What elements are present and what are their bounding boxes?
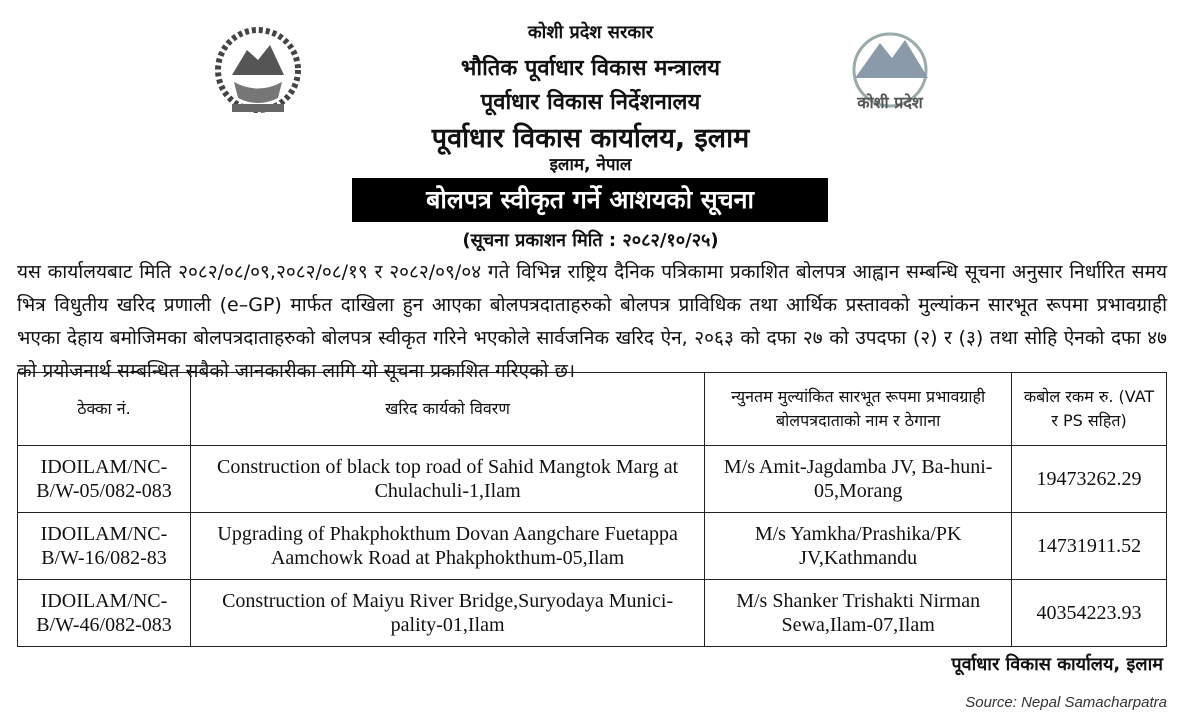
header-amount: कबोल रकम रु. (VAT र PS सहित) bbox=[1012, 373, 1167, 446]
signature-office: पूर्वाधार विकास कार्यालय, इलाम bbox=[951, 654, 1163, 675]
source-credit: Source: Nepal Samacharpatra bbox=[965, 694, 1167, 711]
publication-date: (सूचना प्रकाशन मिति : २०८२/१०/२५) bbox=[462, 230, 719, 251]
government-name: कोशी प्रदेश सरकार bbox=[527, 22, 654, 43]
office-address: इलाम, नेपाल bbox=[549, 155, 632, 175]
contract-no: IDOILAM/NC-B/W-16/082-83 bbox=[18, 513, 191, 580]
table-row bbox=[18, 513, 1167, 580]
table-row bbox=[18, 580, 1167, 647]
description: Construction of black top road of Sahid Mangtok Marg at Chulachuli-1,Ilam bbox=[190, 446, 704, 513]
amount: 40354223.93 bbox=[1012, 580, 1167, 647]
header-bidder: न्युनतम मुल्यांकित सारभूत रूपमा प्रभावग्राही बोलपत्रदाताको नाम र ठेगाना bbox=[705, 373, 1012, 446]
koshi-logo-text: कोशी प्रदेश bbox=[857, 93, 923, 112]
amount: 19473262.29 bbox=[1012, 446, 1167, 513]
table-header-row bbox=[18, 373, 1167, 446]
description: Upgrading of Phakphokthum Dovan Aangchare Fuetappa Aamchowk Road at Phakphokthum-05,Ilam bbox=[190, 513, 704, 580]
ministry-name: भौतिक पूर्वाधार विकास मन्त्रालय bbox=[460, 56, 721, 81]
bidder: M/s Yamkha/Prashika/PK JV,Kathmandu bbox=[705, 513, 1012, 580]
bidder: M/s Shanker Trishakti Nirman Sewa,Ilam-07,Ilam bbox=[705, 580, 1012, 647]
table-row bbox=[18, 446, 1167, 513]
contract-no: IDOILAM/NC-B/W-46/082-083 bbox=[18, 580, 191, 647]
notice-title: बोलपत्र स्वीकृत गर्ने आशयको सूचना bbox=[352, 178, 828, 222]
header-contract-no: ठेक्का नं. bbox=[18, 373, 191, 446]
bid-table bbox=[17, 372, 1167, 647]
bidder: M/s Amit-Jagdamba JV, Ba-huni-05,Morang bbox=[705, 446, 1012, 513]
header-description: खरिद कार्यको विवरण bbox=[190, 373, 704, 446]
description: Construction of Maiyu River Bridge,Suryodaya Munici-pality-01,Ilam bbox=[190, 580, 704, 647]
amount: 14731911.52 bbox=[1012, 513, 1167, 580]
notice-body: यस कार्यालयबाट मिति २०८२/०८/०९,२०८२/०८/१९ र २०८२/०९/०४ गते विभिन्न राष्ट्रिय दैनिक पत्रिकामा प्रकाशित बोलपत्र आह्वान सम्बन्धि सूचना अनुसार निर्धारित समय भित्र विधुतीय खरिद प्रणाली (e–GP) मार्फत दाखिला हुन आएका बोलपत्रदाताहरुको बोलपत्र प्राविधिक तथा आर्थिक प्रस्तावको मुल्यांकन सारभूत रूपमा प्रभावग्राही भएका देहाय बमोजिमका बोलपत्रदाताहरुको बोलपत्र स्वीकृत गरिने भएकोले सार्वजनिक खरिद ऐन, २०६३ को दफा २७ को उपदफा (२) र (३) तथा सोहि ऐनको दफा ४७ को प्रयोजनार्थ सम्बन्धित सबैको जानकारीका लागि यो सूचना प्रकाशित गरिएको छ। bbox=[17, 261, 1167, 382]
office-name: पूर्वाधार विकास कार्यालय, इलाम bbox=[431, 123, 750, 154]
contract-no: IDOILAM/NC-B/W-05/082-083 bbox=[18, 446, 191, 513]
directorate-name: पूर्वाधार विकास निर्देशनालय bbox=[480, 90, 701, 115]
